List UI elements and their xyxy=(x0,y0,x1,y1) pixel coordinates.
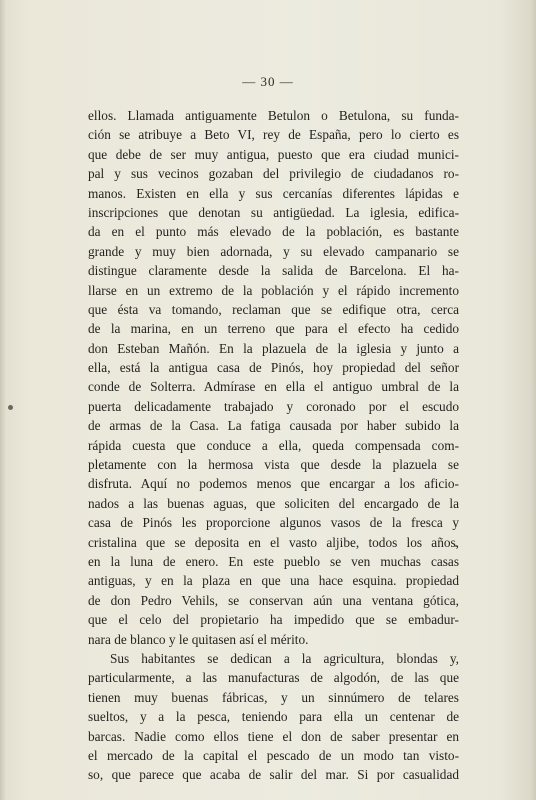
paper-speck xyxy=(8,405,13,410)
text-line: inscripciones que denotan su antigüedad. La iglesia, edifica- xyxy=(88,204,459,220)
text-line: que debe de ser muy antigua, puesto que era ciudad munici- xyxy=(88,146,459,162)
text-line: ellos. Llamada antiguamente Betulon o Betulona, su funda- xyxy=(88,108,459,123)
text-line: el mercado de la capital el pescado de un modo tan visto- xyxy=(88,747,459,763)
text-line: nados a las buenas aguas, que soliciten del encargado de la xyxy=(88,495,459,511)
text-line: tienen muy buenas fábricas, y un sinnúmero de telares xyxy=(88,689,459,705)
text-line: ción se atribuye a Beto VI, rey de España, pero lo cierto es xyxy=(88,127,459,143)
text-line: pletamente con la hermosa vista que desde la plazuela se xyxy=(88,457,459,473)
text-line: don Esteban Mañón. En la plazuela de la iglesia y junto a xyxy=(88,340,459,356)
text-line: rápida cuesta que conduce a ella, queda compensada com- xyxy=(88,437,459,453)
text-line: so, que parece que acaba de salir del mar. Si por casualidad xyxy=(88,767,459,783)
text-line: llarse en un extremo de la población y el rápido incremento xyxy=(88,282,459,298)
text-line: manos. Existen en ella y sus cercanías diferentes lápidas e xyxy=(88,185,459,201)
text-line: distingue claramente desde la salida de Barcelona. El ha- xyxy=(88,263,459,279)
text-line: cristalina que se deposita en el vasto aljibe, todos los años, xyxy=(88,534,459,550)
text-line: que el celo del propietario ha impedido que se embadur- xyxy=(88,612,459,628)
page-number: — 30 — xyxy=(242,74,294,89)
text-line: ella, está la antigua casa de Pinós, hoy propiedad del señor xyxy=(88,360,459,376)
text-line: en la luna de enero. En este pueblo se ven muchas casas xyxy=(88,553,459,569)
text-line: conde de Solterra. Admírase en ella el antiguo umbral de la xyxy=(88,379,459,395)
text-line: da en el punto más elevado de la población, es bastante xyxy=(88,224,459,240)
text-line: de don Pedro Vehils, se conservan aún una ventana gótica, xyxy=(88,592,459,608)
text-line: puerta delicadamente trabajado y coronado por el escudo xyxy=(88,398,459,414)
text-line: antiguas, y en la plaza en que una hace esquina. propiedad xyxy=(88,573,459,589)
body-text xyxy=(88,106,459,785)
text-line: nara de blanco y le quitasen así el mérito. xyxy=(88,631,309,647)
text-line: particularmente, a las manufacturas de algodón, de las que xyxy=(88,670,459,686)
text-line: grande y muy bien adornada, y su elevado campanario se xyxy=(88,243,459,259)
text-line: de armas de la Casa. La fatiga causada por haber subido la xyxy=(88,418,459,434)
text-line: Sus habitantes se dedican a la agricultura, blondas y, xyxy=(110,650,459,666)
paragraph xyxy=(88,106,459,649)
paragraph xyxy=(88,649,459,785)
text-line: de la marina, en un terreno que para el efecto ha cedido xyxy=(88,321,459,337)
text-line: sueltos, y a la pesca, teniendo para ella un centenar de xyxy=(88,709,459,725)
text-line: que ésta va tomando, reclaman que se edifique otra, cerca xyxy=(88,301,459,317)
text-line: barcas. Nadie como ellos tiene el don de saber presentar en xyxy=(88,728,459,744)
text-line: casa de Pinós les proporcione algunos vasos de la fresca y xyxy=(88,515,459,531)
text-line: disfruta. Aquí no podemos menos que encargar a los aficio- xyxy=(88,476,459,492)
text-line: pal y sus vecinos gozaban del privilegio de ciudadanos ro- xyxy=(88,166,459,182)
